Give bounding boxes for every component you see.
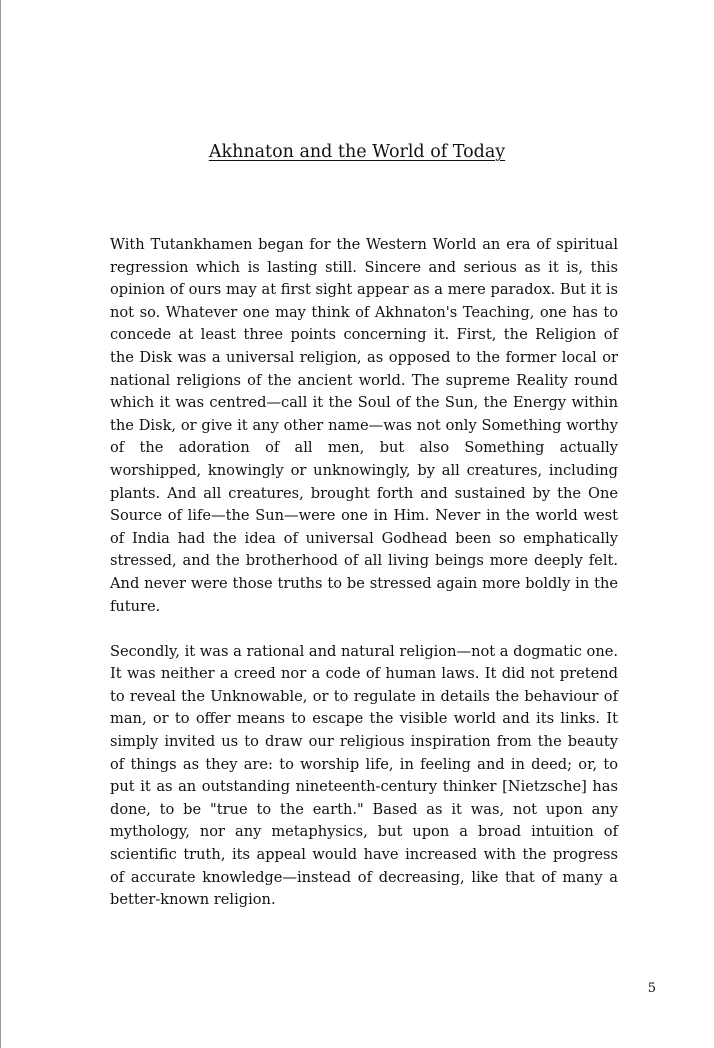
body-text bbox=[110, 234, 618, 934]
page-number: 5 bbox=[647, 981, 656, 996]
page-title: Akhnaton and the World of Today bbox=[208, 142, 506, 162]
paragraph-1: With Tutankhamen began for the Western World an era of spiritual regression which is lasting still. Sincere and serious as it is, this opinion of ours may at first sight appear as a mere paradox. But it is not so. Whatever one may think of Akhnaton's Teaching, one has to concede at least three points concerning it. First, the Religion of the Disk was a universal religion, as opposed to the former local or national religions of the ancient world. The supreme Reality round which it was centred—call it the Soul of the Sun, the Energy within the Disk, or give it any other name—was not only Something worthy of the adoration of all men, but also Something actually worshipped, knowingly or unknowingly, by all creatures, including plants. And all creatures, brought forth and sustained by the One Source of life—the Sun—were one in Him. Never in the world west of India had the idea of universal Godhead been so emphatically stressed, and the brotherhood of all living beings more deeply felt. And never were those truths to be stressed again more boldly in the future. bbox=[110, 236, 618, 615]
paragraph-2: Secondly, it was a rational and natural religion—not a dogmatic one. It was neither a creed nor a code of human laws. It did not pretend to reveal the Unknowable, or to regulate in details the behaviour of man, or to offer means to escape the visible world and its links. It simply invited us to draw our religious inspiration from the beauty of things as they are: to worship life, in feeling and in deed; or, to put it as an outstanding nineteenth-century thinker [Nietzsche] has done, to be "true to the earth." Based as it was, not upon any mythology, nor any metaphysics, but upon a broad intuition of scientific truth, its appeal would have increased with the progress of accurate knowledge—instead of decreasing, like that of many a better-known religion. bbox=[110, 642, 618, 909]
